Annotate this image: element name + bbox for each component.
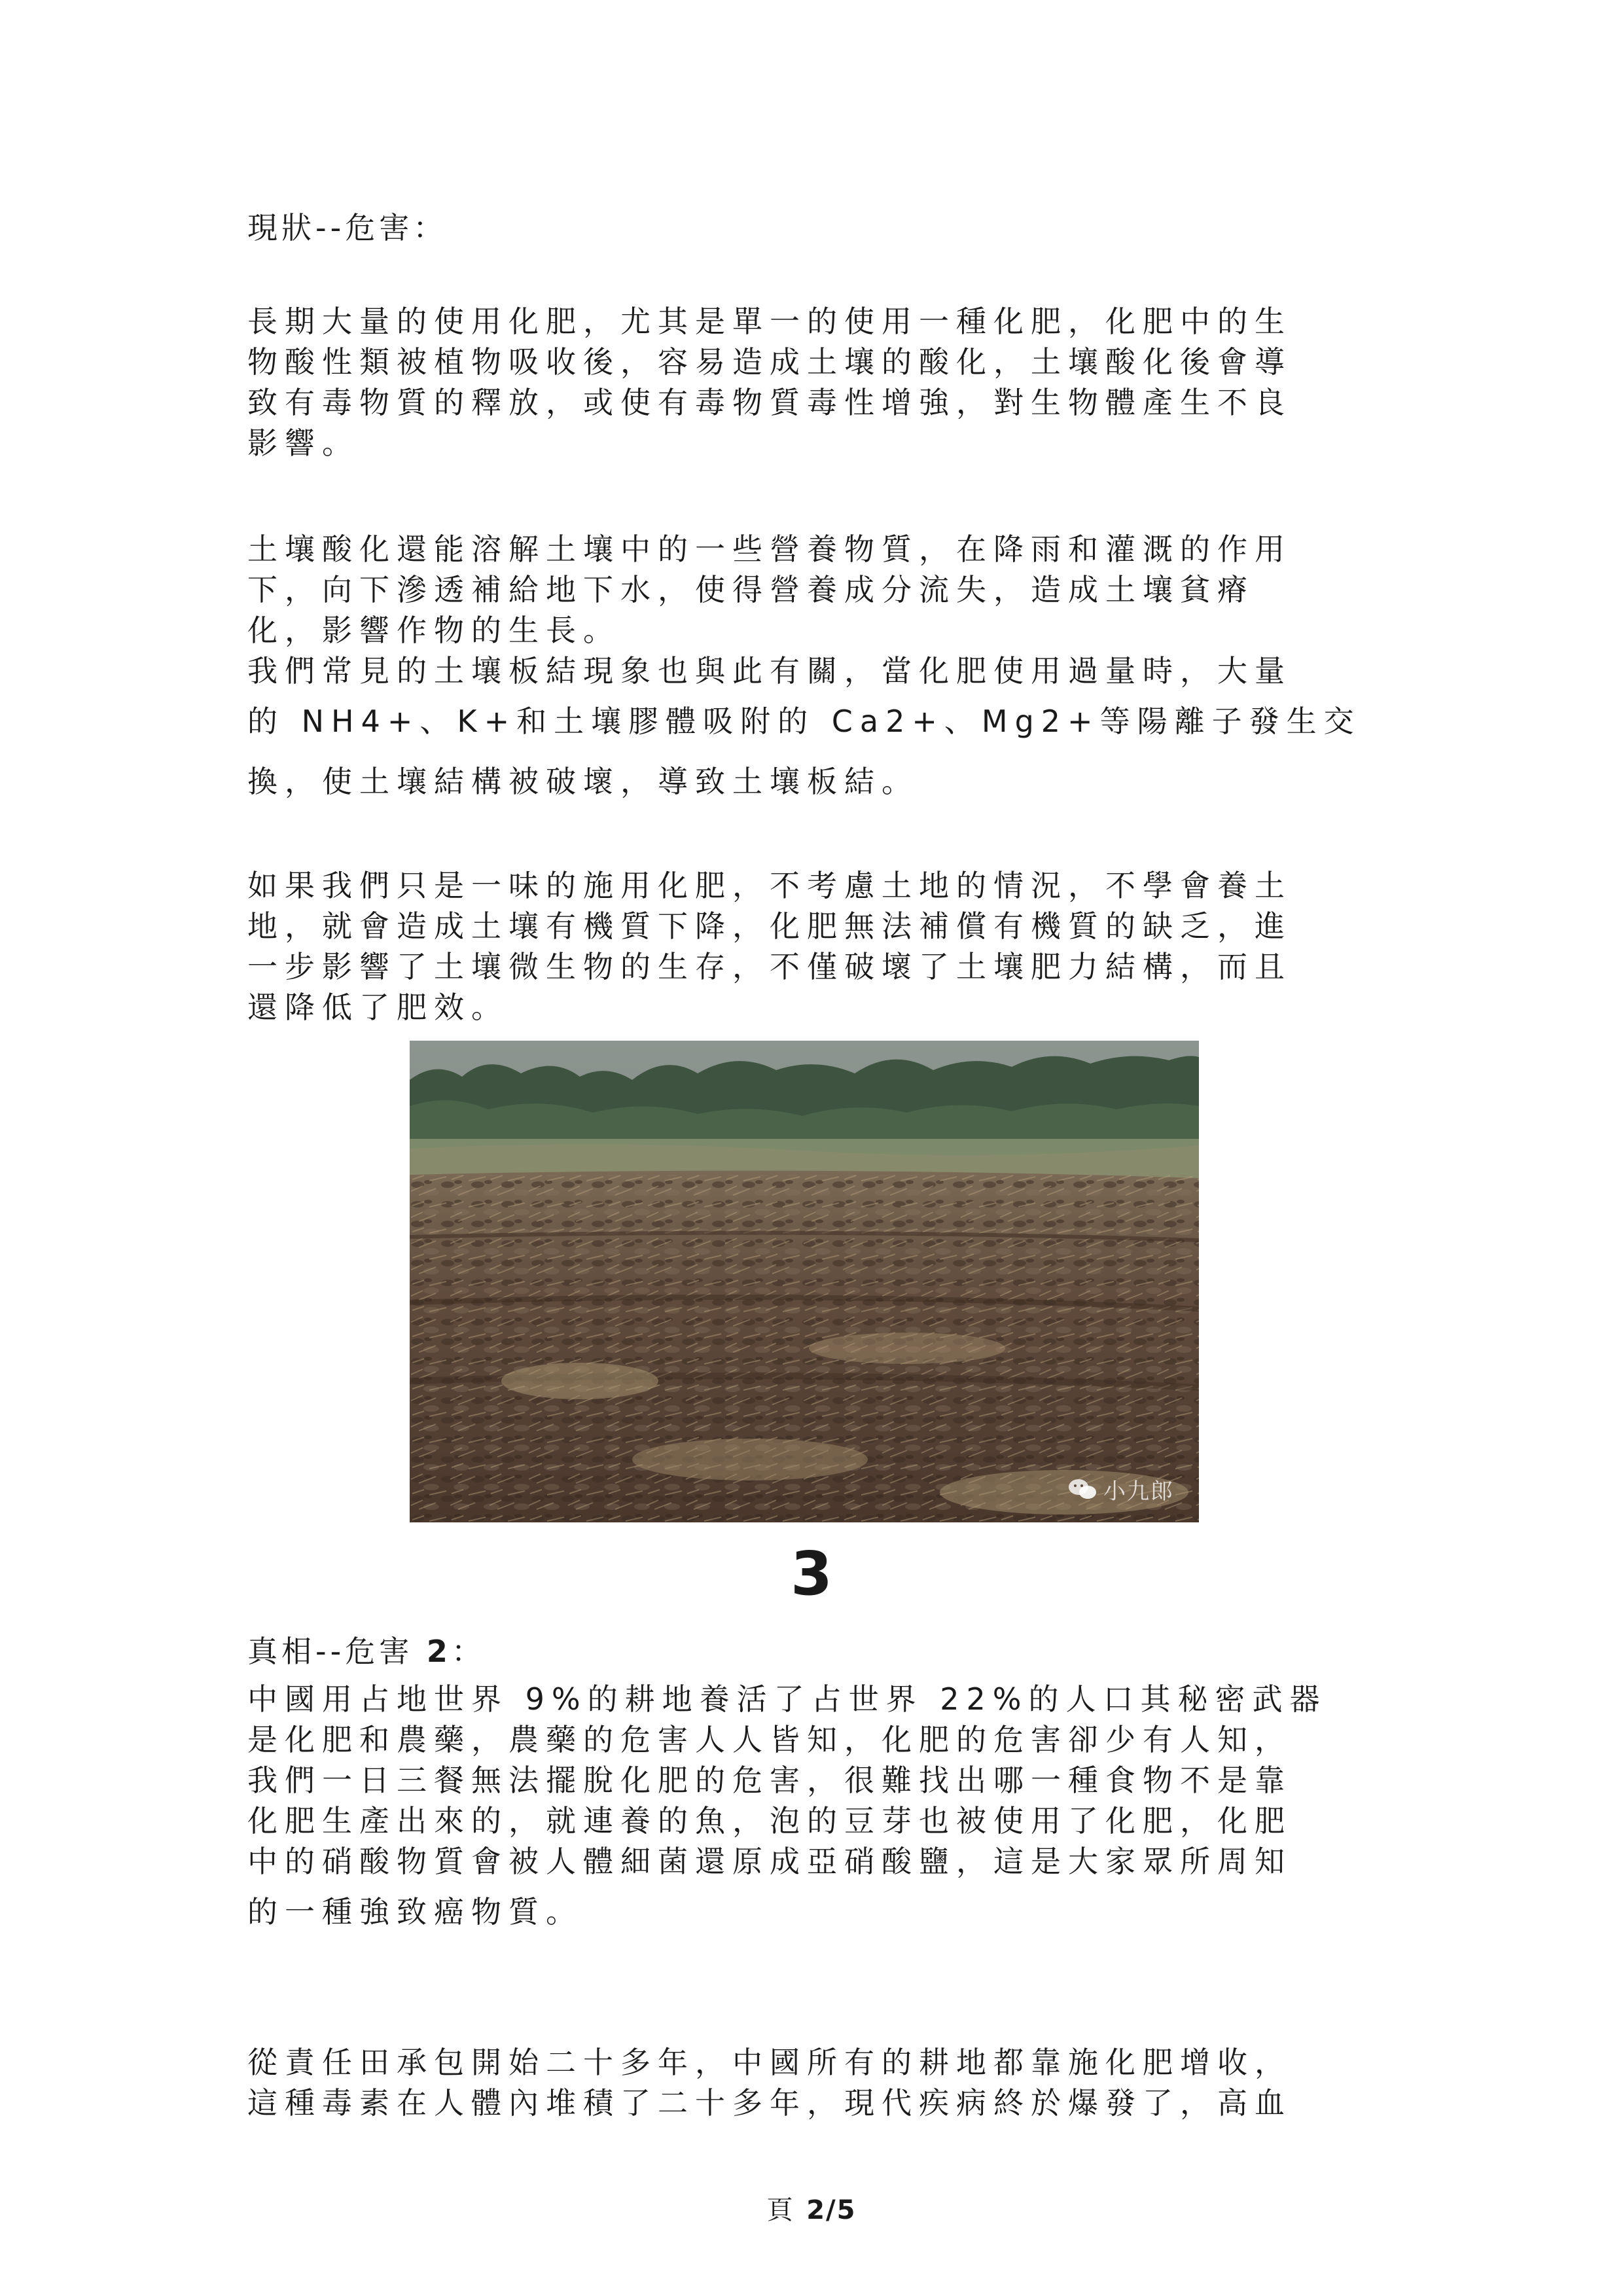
paragraph-china-farmland bbox=[247, 1679, 1353, 1942]
page-separator: / bbox=[826, 2195, 837, 2225]
text-line: 中的硝酸物質會被人體細菌還原成亞硝酸鹽，這是大家眾所周知 bbox=[247, 1844, 1292, 1879]
text-line: 我們一日三餐無法擺脫化肥的危害，很難找出哪一種食物不是靠 bbox=[247, 1763, 1292, 1798]
text-line: 致有毒物質的釋放，或使有毒物質毒性增強，對生物體產生不良 bbox=[247, 385, 1292, 420]
page-footer bbox=[0, 2189, 1623, 2227]
text-line: 化，影響作物的生長。 bbox=[247, 613, 620, 648]
text-line: 這種毒素在人體內堆積了二十多年，現代疾病終於爆發了，高血 bbox=[247, 2085, 1292, 2121]
text-line: 物酸性類被植物吸收後，容易造成土壤的酸化，土壤酸化後會導 bbox=[247, 344, 1292, 380]
wechat-icon bbox=[1068, 1478, 1097, 1501]
section-heading-status bbox=[247, 208, 1353, 247]
text-line: 我們常見的土壤板結現象也與此有關，當化肥使用過量時，大量 bbox=[247, 653, 1292, 689]
heading-prefix: 真相--危害 bbox=[247, 1634, 427, 1669]
heading-suffix: ： bbox=[451, 1634, 486, 1669]
text-line: 從責任田承包開始二十多年，中國所有的耕地都靠施化肥增收， bbox=[247, 2045, 1292, 2080]
page-total: 5 bbox=[836, 2195, 857, 2225]
paragraph-soil-compaction bbox=[247, 529, 1361, 812]
paragraph-organic-matter bbox=[247, 865, 1353, 1028]
text-line: 土壤酸化還能溶解土壤中的一些營養物質，在降雨和灌溉的作用 bbox=[247, 531, 1292, 567]
text-line: 下，向下滲透補給地下水，使得營養成分流失，造成土壤貧瘠 bbox=[247, 572, 1255, 607]
text-line: 中國用占地世界 9%的耕地養活了占世界 22%的人口其秘密武器 bbox=[247, 1681, 1327, 1717]
text-line: 地，就會造成土壤有機質下降，化肥無法補償有機質的缺乏，進 bbox=[247, 908, 1292, 944]
paragraph-responsibility-field bbox=[247, 2042, 1353, 2123]
text-line: 換，使土壤結構被破壞，導致土壤板結。 bbox=[247, 764, 919, 799]
page-current: 2 bbox=[806, 2195, 827, 2225]
paragraph-acidification bbox=[247, 301, 1353, 463]
text-line: 的 NH4+、K+和土壤膠體吸附的 Ca2+、Mg2+等陽離子發生交 bbox=[247, 704, 1361, 739]
heading-number: 2 bbox=[426, 1634, 452, 1669]
text-line: 影響。 bbox=[247, 425, 359, 461]
watermark-text: 小九郎 bbox=[1103, 1479, 1174, 1505]
text-line: 還降低了肥效。 bbox=[247, 990, 508, 1025]
photo-watermark bbox=[1068, 1473, 1174, 1505]
text-line: 的一種強致癌物質。 bbox=[247, 1894, 583, 1929]
text-line: 化肥生產出來的，就連養的魚，泡的豆芽也被使用了化肥，化肥 bbox=[247, 1803, 1292, 1839]
farmland-photo bbox=[410, 1041, 1199, 1522]
text-line: 如果我們只是一味的施用化肥，不考慮土地的情況，不學會養土 bbox=[247, 868, 1292, 903]
text-line: 是化肥和農藥，農藥的危害人人皆知，化肥的危害卻少有人知， bbox=[247, 1722, 1292, 1757]
section-heading-truth bbox=[247, 1632, 1353, 1671]
page-label: 頁 bbox=[766, 2195, 796, 2225]
heading-text: 現狀--危害： bbox=[247, 210, 448, 245]
text-line: 長期大量的使用化肥，尤其是單一的使用一種化肥，化肥中的生 bbox=[247, 304, 1292, 339]
section-number: 3 bbox=[790, 1539, 832, 1609]
text-line: 一步影響了土壤微生物的生存，不僅破壞了土壤肥力結構，而且 bbox=[247, 949, 1292, 984]
